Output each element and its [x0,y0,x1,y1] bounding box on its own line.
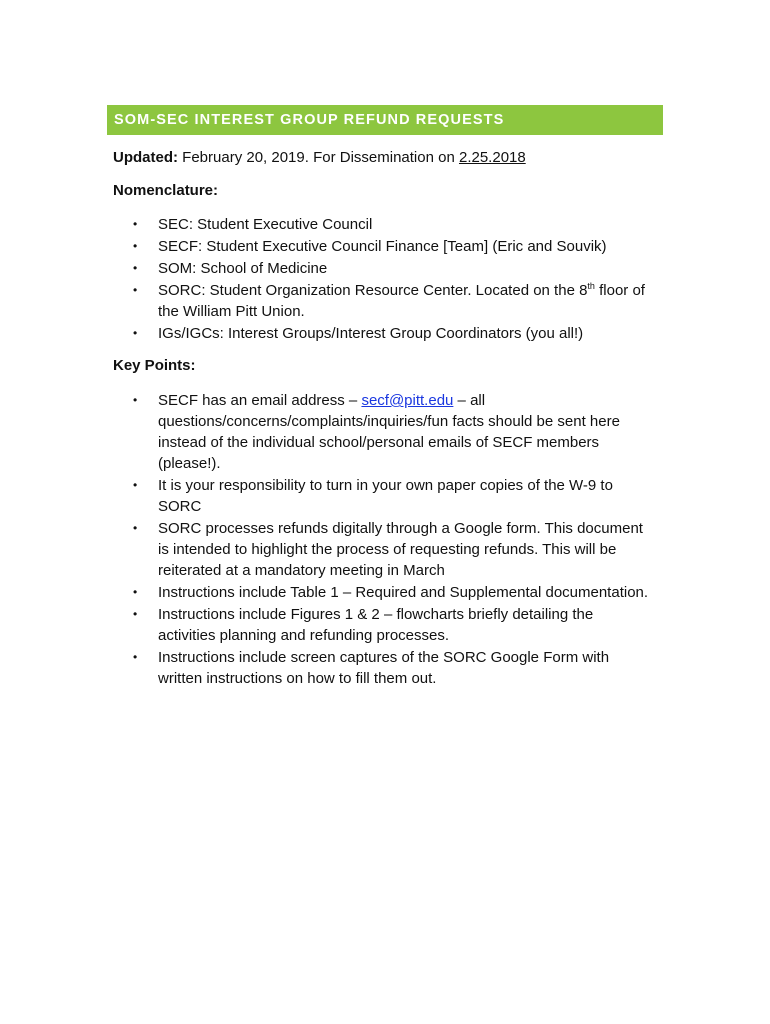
updated-text: February 20, 2019. For Dissemination on [178,149,459,166]
list-item-continuation [0,560,770,581]
list-item-text: SECF: Student Executive Council Finance [Team] (Eric and Souvik) [158,238,607,255]
list-item-text: written instructions on how to fill them out. [158,670,437,687]
ordinal-suffix: th [587,281,595,291]
list-item-text: reiterated at a mandatory meeting in March [158,562,445,579]
list-item [0,214,770,235]
list-item-text: SORC processes refunds digitally through a Google form. This document [158,520,643,537]
bullet-icon: • [133,650,138,664]
list-item-text: SOM: School of Medicine [158,260,328,277]
list-item-continuation [0,411,770,432]
list-item-continuation [0,432,770,453]
list-item [0,582,770,603]
bullet-icon: • [133,326,138,340]
list-item-continuation [0,625,770,646]
list-item-continuation [0,453,770,474]
list-item-text: SORC [158,498,202,515]
bullet-icon: • [133,393,138,407]
list-item-text: IGs/IGCs: Interest Groups/Interest Group Coordinators (you all!) [158,325,584,342]
list-item-text: the William Pitt Union. [158,303,305,320]
email-link[interactable]: secf@pitt.edu [361,392,454,409]
list-item [0,647,770,668]
list-item-text-part: – all [453,392,486,409]
list-item [0,604,770,625]
updated-line [113,147,526,168]
list-item [0,258,770,279]
list-item-text-part: floor of [594,282,645,299]
bullet-icon: • [133,261,138,275]
list-item-continuation [0,301,770,322]
key-points-heading: Key Points: [113,357,196,374]
dissemination-date: 2.25.2018 [458,149,526,166]
list-item-continuation [0,539,770,560]
list-item [0,236,770,257]
list-item-text [158,280,645,301]
list-item [0,518,770,539]
banner-title: SOM-SEC INTEREST GROUP REFUND REQUESTS [114,112,505,128]
list-item-continuation [0,668,770,689]
list-item-text: It is your responsibility to turn in your own paper copies of the W-9 to [158,477,613,494]
list-item-text: is intended to highlight the process of requesting refunds. This will be [158,541,617,558]
list-item-text-part: SECF has an email address – [158,392,362,409]
list-item [0,280,770,301]
bullet-icon: • [133,283,138,297]
list-item-text: (please!). [158,455,221,472]
list-item-text: questions/concerns/complaints/inquiries/fun facts should be sent here [158,413,620,430]
list-item [0,475,770,496]
bullet-icon: • [133,239,138,253]
bullet-icon: • [133,607,138,621]
list-item-text: instead of the individual school/personal emails of SECF members [158,434,600,451]
nomenclature-heading: Nomenclature: [113,182,219,199]
section-banner [107,105,663,135]
bullet-icon: • [133,217,138,231]
bullet-icon: • [133,585,138,599]
list-item-text: Instructions include Table 1 – Required and Supplemental documentation. [158,584,649,601]
list-item [0,323,770,344]
list-item [0,390,770,411]
list-item-text: Instructions include Figures 1 & 2 – flowcharts briefly detailing the [158,606,594,623]
bullet-icon: • [133,521,138,535]
updated-label: Updated: [113,149,178,166]
list-item-continuation [0,496,770,517]
list-item-text [158,390,485,411]
list-item-text: activities planning and refunding processes. [158,627,450,644]
list-item-text: SEC: Student Executive Council [158,216,373,233]
bullet-icon: • [133,478,138,492]
list-item-text-part: SORC: Student Organization Resource Center. Located on the 8 [158,282,588,299]
list-item-text: Instructions include screen captures of the SORC Google Form with [158,649,610,666]
